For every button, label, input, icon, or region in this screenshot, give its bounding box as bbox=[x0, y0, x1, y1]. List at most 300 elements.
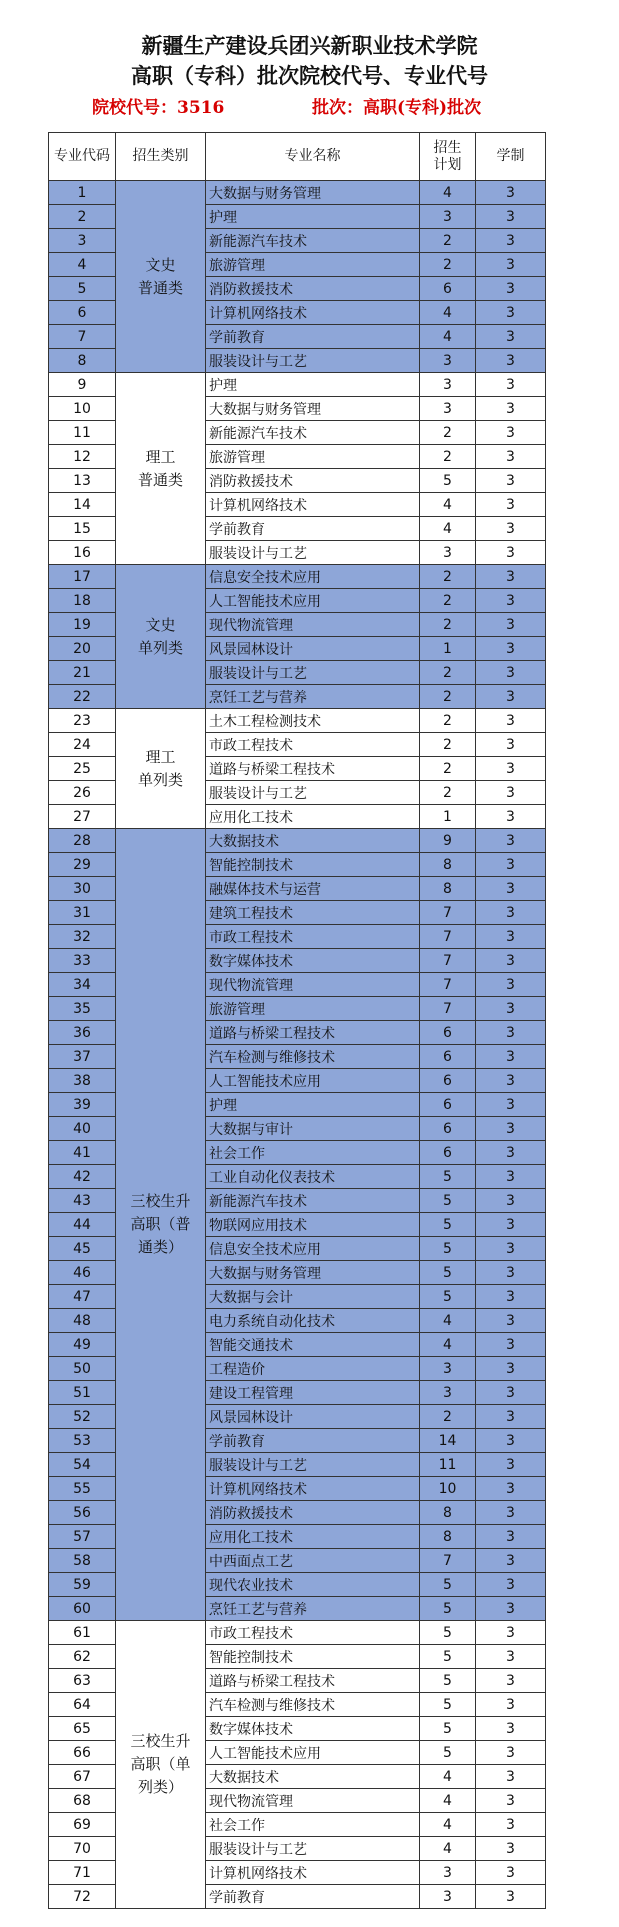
major-code: 62 bbox=[49, 1645, 116, 1669]
major-name: 学前教育 bbox=[206, 1885, 420, 1909]
major-code: 51 bbox=[49, 1381, 116, 1405]
header-major-name: 专业名称 bbox=[206, 133, 420, 181]
enrollment-plan: 3 bbox=[420, 1861, 476, 1885]
study-years: 3 bbox=[476, 997, 546, 1021]
major-name: 智能交通技术 bbox=[206, 1333, 420, 1357]
enrollment-plan: 5 bbox=[420, 1597, 476, 1621]
enrollment-plan: 2 bbox=[420, 565, 476, 589]
enrollment-plan: 6 bbox=[420, 1045, 476, 1069]
major-code: 3 bbox=[49, 229, 116, 253]
enrollment-plan: 6 bbox=[420, 277, 476, 301]
study-years: 3 bbox=[476, 421, 546, 445]
major-code: 11 bbox=[49, 421, 116, 445]
major-code: 31 bbox=[49, 901, 116, 925]
page-subtitle: 高职（专科）批次院校代号、专业代号 bbox=[131, 63, 488, 88]
major-code: 60 bbox=[49, 1597, 116, 1621]
enrollment-plan: 4 bbox=[420, 1333, 476, 1357]
major-code: 53 bbox=[49, 1429, 116, 1453]
major-code: 26 bbox=[49, 781, 116, 805]
major-name: 建设工程管理 bbox=[206, 1381, 420, 1405]
major-code: 48 bbox=[49, 1309, 116, 1333]
study-years: 3 bbox=[476, 1573, 546, 1597]
study-years: 3 bbox=[476, 1597, 546, 1621]
major-name: 旅游管理 bbox=[206, 445, 420, 469]
enrollment-plan: 6 bbox=[420, 1093, 476, 1117]
major-name: 旅游管理 bbox=[206, 997, 420, 1021]
major-code: 14 bbox=[49, 493, 116, 517]
enrollment-plan: 1 bbox=[420, 637, 476, 661]
enrollment-plan: 4 bbox=[420, 493, 476, 517]
enrollment-plan: 4 bbox=[420, 181, 476, 205]
major-name: 现代物流管理 bbox=[206, 973, 420, 997]
major-code: 33 bbox=[49, 949, 116, 973]
study-years: 3 bbox=[476, 1549, 546, 1573]
major-code: 29 bbox=[49, 853, 116, 877]
header-category: 招生类别 bbox=[116, 133, 206, 181]
major-code: 52 bbox=[49, 1405, 116, 1429]
major-name: 道路与桥梁工程技术 bbox=[206, 1669, 420, 1693]
major-code: 43 bbox=[49, 1189, 116, 1213]
study-years: 3 bbox=[476, 805, 546, 829]
enrollment-plan: 3 bbox=[420, 541, 476, 565]
major-code: 8 bbox=[49, 349, 116, 373]
study-years: 3 bbox=[476, 517, 546, 541]
category-cell: 理工 单列类 bbox=[116, 709, 206, 829]
enrollment-plan: 6 bbox=[420, 1141, 476, 1165]
study-years: 3 bbox=[476, 709, 546, 733]
major-code: 27 bbox=[49, 805, 116, 829]
enrollment-plan: 2 bbox=[420, 781, 476, 805]
major-code: 35 bbox=[49, 997, 116, 1021]
major-code: 58 bbox=[49, 1549, 116, 1573]
major-name: 工程造价 bbox=[206, 1357, 420, 1381]
study-years: 3 bbox=[476, 1141, 546, 1165]
study-years: 3 bbox=[476, 1885, 546, 1909]
major-name: 工业自动化仪表技术 bbox=[206, 1165, 420, 1189]
major-code: 70 bbox=[49, 1837, 116, 1861]
enrollment-plan: 2 bbox=[420, 661, 476, 685]
major-code: 54 bbox=[49, 1453, 116, 1477]
enrollment-plan: 4 bbox=[420, 517, 476, 541]
major-code: 71 bbox=[49, 1861, 116, 1885]
enrollment-plan: 5 bbox=[420, 1261, 476, 1285]
study-years: 3 bbox=[476, 277, 546, 301]
study-years: 3 bbox=[476, 493, 546, 517]
enrollment-plan: 4 bbox=[420, 301, 476, 325]
enrollment-plan: 3 bbox=[420, 1885, 476, 1909]
major-name: 应用化工技术 bbox=[206, 805, 420, 829]
major-name: 护理 bbox=[206, 1093, 420, 1117]
study-years: 3 bbox=[476, 733, 546, 757]
major-code: 38 bbox=[49, 1069, 116, 1093]
major-name: 大数据与审计 bbox=[206, 1117, 420, 1141]
major-name: 人工智能技术应用 bbox=[206, 1741, 420, 1765]
major-code: 66 bbox=[49, 1741, 116, 1765]
enrollment-plan: 5 bbox=[420, 1165, 476, 1189]
table-row bbox=[49, 709, 546, 733]
enrollment-plan: 8 bbox=[420, 853, 476, 877]
major-code: 46 bbox=[49, 1261, 116, 1285]
study-years: 3 bbox=[476, 253, 546, 277]
enrollment-plan: 3 bbox=[420, 1357, 476, 1381]
major-code: 1 bbox=[49, 181, 116, 205]
major-name: 消防救援技术 bbox=[206, 1501, 420, 1525]
major-code: 10 bbox=[49, 397, 116, 421]
enrollment-plan: 6 bbox=[420, 1069, 476, 1093]
study-years: 3 bbox=[476, 589, 546, 613]
enrollment-plan: 5 bbox=[420, 1285, 476, 1309]
major-name: 中西面点工艺 bbox=[206, 1549, 420, 1573]
major-code: 57 bbox=[49, 1525, 116, 1549]
major-code: 72 bbox=[49, 1885, 116, 1909]
major-name: 大数据技术 bbox=[206, 1765, 420, 1789]
major-name: 服装设计与工艺 bbox=[206, 1837, 420, 1861]
study-years: 3 bbox=[476, 877, 546, 901]
major-name: 消防救援技术 bbox=[206, 469, 420, 493]
enrollment-plan: 4 bbox=[420, 1789, 476, 1813]
study-years: 3 bbox=[476, 1621, 546, 1645]
major-name: 大数据与财务管理 bbox=[206, 181, 420, 205]
study-years: 3 bbox=[476, 1093, 546, 1117]
study-years: 3 bbox=[476, 1837, 546, 1861]
enrollment-plan: 5 bbox=[420, 1741, 476, 1765]
major-name: 学前教育 bbox=[206, 1429, 420, 1453]
study-years: 3 bbox=[476, 685, 546, 709]
major-name: 道路与桥梁工程技术 bbox=[206, 1021, 420, 1045]
major-code: 39 bbox=[49, 1093, 116, 1117]
enrollment-plan: 7 bbox=[420, 925, 476, 949]
major-code: 69 bbox=[49, 1813, 116, 1837]
table-header-row bbox=[49, 133, 546, 181]
major-name: 旅游管理 bbox=[206, 253, 420, 277]
enrollment-plan: 5 bbox=[420, 1237, 476, 1261]
major-name: 新能源汽车技术 bbox=[206, 421, 420, 445]
enrollment-plan: 2 bbox=[420, 685, 476, 709]
study-years: 3 bbox=[476, 565, 546, 589]
study-years: 3 bbox=[476, 1717, 546, 1741]
major-code: 5 bbox=[49, 277, 116, 301]
major-name: 智能控制技术 bbox=[206, 853, 420, 877]
major-name: 服装设计与工艺 bbox=[206, 781, 420, 805]
study-years: 3 bbox=[476, 1477, 546, 1501]
major-name: 现代物流管理 bbox=[206, 613, 420, 637]
study-years: 3 bbox=[476, 1669, 546, 1693]
major-name: 学前教育 bbox=[206, 325, 420, 349]
study-years: 3 bbox=[476, 949, 546, 973]
study-years: 3 bbox=[476, 541, 546, 565]
major-code: 13 bbox=[49, 469, 116, 493]
major-code: 12 bbox=[49, 445, 116, 469]
study-years: 3 bbox=[476, 301, 546, 325]
major-name: 护理 bbox=[206, 205, 420, 229]
major-code: 23 bbox=[49, 709, 116, 733]
study-years: 3 bbox=[476, 325, 546, 349]
enrollment-plan: 2 bbox=[420, 253, 476, 277]
major-code: 42 bbox=[49, 1165, 116, 1189]
study-years: 3 bbox=[476, 637, 546, 661]
study-years: 3 bbox=[476, 1861, 546, 1885]
major-name: 服装设计与工艺 bbox=[206, 541, 420, 565]
major-name: 建筑工程技术 bbox=[206, 901, 420, 925]
major-code: 17 bbox=[49, 565, 116, 589]
study-years: 3 bbox=[476, 661, 546, 685]
enrollment-plan: 8 bbox=[420, 1525, 476, 1549]
major-code: 30 bbox=[49, 877, 116, 901]
major-name: 服装设计与工艺 bbox=[206, 1453, 420, 1477]
enrollment-plan: 2 bbox=[420, 709, 476, 733]
major-code: 2 bbox=[49, 205, 116, 229]
major-name: 人工智能技术应用 bbox=[206, 1069, 420, 1093]
study-years: 3 bbox=[476, 853, 546, 877]
table-row bbox=[49, 181, 546, 205]
category-cell: 文史 单列类 bbox=[116, 565, 206, 709]
enrollment-plan: 3 bbox=[420, 349, 476, 373]
study-years: 3 bbox=[476, 1381, 546, 1405]
major-code: 68 bbox=[49, 1789, 116, 1813]
study-years: 3 bbox=[476, 1765, 546, 1789]
enrollment-plan: 2 bbox=[420, 613, 476, 637]
major-name: 社会工作 bbox=[206, 1141, 420, 1165]
major-code: 16 bbox=[49, 541, 116, 565]
study-years: 3 bbox=[476, 445, 546, 469]
enrollment-plan: 2 bbox=[420, 757, 476, 781]
major-code: 40 bbox=[49, 1117, 116, 1141]
study-years: 3 bbox=[476, 373, 546, 397]
major-code: 19 bbox=[49, 613, 116, 637]
enrollment-plan: 3 bbox=[420, 373, 476, 397]
major-name: 智能控制技术 bbox=[206, 1645, 420, 1669]
major-code: 65 bbox=[49, 1717, 116, 1741]
major-code: 61 bbox=[49, 1621, 116, 1645]
major-code: 28 bbox=[49, 829, 116, 853]
major-code: 36 bbox=[49, 1021, 116, 1045]
major-code: 56 bbox=[49, 1501, 116, 1525]
major-code: 4 bbox=[49, 253, 116, 277]
major-code: 67 bbox=[49, 1765, 116, 1789]
study-years: 3 bbox=[476, 1813, 546, 1837]
enrollment-plan: 5 bbox=[420, 1717, 476, 1741]
major-name: 服装设计与工艺 bbox=[206, 349, 420, 373]
enrollment-plan: 7 bbox=[420, 997, 476, 1021]
major-name: 汽车检测与维修技术 bbox=[206, 1045, 420, 1069]
major-name: 电力系统自动化技术 bbox=[206, 1309, 420, 1333]
enrollment-plan: 4 bbox=[420, 325, 476, 349]
major-code: 50 bbox=[49, 1357, 116, 1381]
enrollment-plan: 8 bbox=[420, 877, 476, 901]
major-name: 风景园林设计 bbox=[206, 637, 420, 661]
major-name: 市政工程技术 bbox=[206, 1621, 420, 1645]
major-code: 47 bbox=[49, 1285, 116, 1309]
study-years: 3 bbox=[476, 1741, 546, 1765]
major-name: 新能源汽车技术 bbox=[206, 229, 420, 253]
major-name: 大数据技术 bbox=[206, 829, 420, 853]
page-title: 新疆生产建设兵团兴新职业技术学院 bbox=[141, 33, 478, 58]
enrollment-plan: 5 bbox=[420, 1645, 476, 1669]
enrollment-plan: 2 bbox=[420, 733, 476, 757]
study-years: 3 bbox=[476, 1213, 546, 1237]
major-code: 22 bbox=[49, 685, 116, 709]
study-years: 3 bbox=[476, 1021, 546, 1045]
category-cell: 文史 普通类 bbox=[116, 181, 206, 373]
study-years: 3 bbox=[476, 1405, 546, 1429]
study-years: 3 bbox=[476, 829, 546, 853]
major-code: 64 bbox=[49, 1693, 116, 1717]
study-years: 3 bbox=[476, 901, 546, 925]
major-name: 数字媒体技术 bbox=[206, 949, 420, 973]
study-years: 3 bbox=[476, 613, 546, 637]
enrollment-plan: 7 bbox=[420, 1549, 476, 1573]
study-years: 3 bbox=[476, 469, 546, 493]
major-name: 消防救援技术 bbox=[206, 277, 420, 301]
table-row bbox=[49, 829, 546, 853]
enrollment-plan: 9 bbox=[420, 829, 476, 853]
category-cell: 三校生升 高职（普 通类） bbox=[116, 829, 206, 1621]
study-years: 3 bbox=[476, 1117, 546, 1141]
study-years: 3 bbox=[476, 1501, 546, 1525]
major-code: 21 bbox=[49, 661, 116, 685]
major-name: 信息安全技术应用 bbox=[206, 1237, 420, 1261]
study-years: 3 bbox=[476, 973, 546, 997]
table-body bbox=[49, 181, 546, 1909]
enrollment-plan: 5 bbox=[420, 1213, 476, 1237]
study-years: 3 bbox=[476, 1261, 546, 1285]
major-name: 护理 bbox=[206, 373, 420, 397]
major-name: 新能源汽车技术 bbox=[206, 1189, 420, 1213]
major-name: 物联网应用技术 bbox=[206, 1213, 420, 1237]
major-name: 学前教育 bbox=[206, 517, 420, 541]
enrollment-plan: 4 bbox=[420, 1765, 476, 1789]
enrollment-plan: 14 bbox=[420, 1429, 476, 1453]
major-name: 现代物流管理 bbox=[206, 1789, 420, 1813]
enrollment-plan: 2 bbox=[420, 445, 476, 469]
enrollment-plan: 7 bbox=[420, 973, 476, 997]
study-years: 3 bbox=[476, 1693, 546, 1717]
header-code: 专业代码 bbox=[49, 133, 116, 181]
major-name: 大数据与财务管理 bbox=[206, 397, 420, 421]
major-name: 计算机网络技术 bbox=[206, 1477, 420, 1501]
major-code: 9 bbox=[49, 373, 116, 397]
major-name: 计算机网络技术 bbox=[206, 493, 420, 517]
major-code: 45 bbox=[49, 1237, 116, 1261]
study-years: 3 bbox=[476, 1285, 546, 1309]
study-years: 3 bbox=[476, 1645, 546, 1669]
enrollment-plan: 10 bbox=[420, 1477, 476, 1501]
major-name: 市政工程技术 bbox=[206, 733, 420, 757]
major-name: 人工智能技术应用 bbox=[206, 589, 420, 613]
enrollment-plan: 2 bbox=[420, 229, 476, 253]
major-code: 59 bbox=[49, 1573, 116, 1597]
enrollment-plan: 4 bbox=[420, 1813, 476, 1837]
enrollment-plan: 3 bbox=[420, 1381, 476, 1405]
study-years: 3 bbox=[476, 925, 546, 949]
study-years: 3 bbox=[476, 181, 546, 205]
table-row bbox=[49, 1621, 546, 1645]
study-years: 3 bbox=[476, 205, 546, 229]
study-years: 3 bbox=[476, 1789, 546, 1813]
study-years: 3 bbox=[476, 781, 546, 805]
major-name: 大数据与会计 bbox=[206, 1285, 420, 1309]
major-name: 计算机网络技术 bbox=[206, 301, 420, 325]
study-years: 3 bbox=[476, 1069, 546, 1093]
study-years: 3 bbox=[476, 1189, 546, 1213]
enrollment-plan: 2 bbox=[420, 421, 476, 445]
major-code: 24 bbox=[49, 733, 116, 757]
major-code: 34 bbox=[49, 973, 116, 997]
major-code: 20 bbox=[49, 637, 116, 661]
major-name: 市政工程技术 bbox=[206, 925, 420, 949]
enrollment-plan: 5 bbox=[420, 1573, 476, 1597]
enrollment-plan: 7 bbox=[420, 949, 476, 973]
major-code-table bbox=[48, 132, 546, 1909]
header-plan: 招生 计划 bbox=[420, 133, 476, 181]
enrollment-plan: 5 bbox=[420, 1189, 476, 1213]
major-name: 应用化工技术 bbox=[206, 1525, 420, 1549]
study-years: 3 bbox=[476, 757, 546, 781]
enrollment-plan: 3 bbox=[420, 205, 476, 229]
study-years: 3 bbox=[476, 1333, 546, 1357]
major-code: 49 bbox=[49, 1333, 116, 1357]
batch-label: 批次：高职(专科)批次 bbox=[312, 98, 482, 118]
major-code: 41 bbox=[49, 1141, 116, 1165]
category-cell: 三校生升 高职（单 列类） bbox=[116, 1621, 206, 1909]
major-name: 烹饪工艺与营养 bbox=[206, 1597, 420, 1621]
enrollment-plan: 7 bbox=[420, 901, 476, 925]
enrollment-plan: 2 bbox=[420, 589, 476, 613]
study-years: 3 bbox=[476, 1429, 546, 1453]
enrollment-plan: 4 bbox=[420, 1837, 476, 1861]
major-code: 6 bbox=[49, 301, 116, 325]
enrollment-plan: 3 bbox=[420, 397, 476, 421]
study-years: 3 bbox=[476, 1237, 546, 1261]
enrollment-plan: 4 bbox=[420, 1309, 476, 1333]
major-name: 社会工作 bbox=[206, 1813, 420, 1837]
major-name: 大数据与财务管理 bbox=[206, 1261, 420, 1285]
enrollment-plan: 5 bbox=[420, 469, 476, 493]
major-code: 44 bbox=[49, 1213, 116, 1237]
major-name: 融媒体技术与运营 bbox=[206, 877, 420, 901]
enrollment-plan: 8 bbox=[420, 1501, 476, 1525]
major-code: 15 bbox=[49, 517, 116, 541]
study-years: 3 bbox=[476, 1309, 546, 1333]
major-code: 37 bbox=[49, 1045, 116, 1069]
header-years: 学制 bbox=[476, 133, 546, 181]
major-code: 18 bbox=[49, 589, 116, 613]
table-row bbox=[49, 373, 546, 397]
study-years: 3 bbox=[476, 397, 546, 421]
major-name: 汽车检测与维修技术 bbox=[206, 1693, 420, 1717]
major-name: 计算机网络技术 bbox=[206, 1861, 420, 1885]
study-years: 3 bbox=[476, 229, 546, 253]
enrollment-plan: 6 bbox=[420, 1021, 476, 1045]
enrollment-plan: 1 bbox=[420, 805, 476, 829]
school-code: 院校代号：3516 bbox=[92, 98, 225, 118]
enrollment-plan: 5 bbox=[420, 1669, 476, 1693]
major-name: 信息安全技术应用 bbox=[206, 565, 420, 589]
enrollment-plan: 11 bbox=[420, 1453, 476, 1477]
major-name: 道路与桥梁工程技术 bbox=[206, 757, 420, 781]
study-years: 3 bbox=[476, 1525, 546, 1549]
major-name: 风景园林设计 bbox=[206, 1405, 420, 1429]
major-name: 现代农业技术 bbox=[206, 1573, 420, 1597]
major-name: 数字媒体技术 bbox=[206, 1717, 420, 1741]
major-name: 服装设计与工艺 bbox=[206, 661, 420, 685]
study-years: 3 bbox=[476, 1165, 546, 1189]
study-years: 3 bbox=[476, 349, 546, 373]
major-code: 55 bbox=[49, 1477, 116, 1501]
major-code: 63 bbox=[49, 1669, 116, 1693]
enrollment-plan: 5 bbox=[420, 1621, 476, 1645]
study-years: 3 bbox=[476, 1357, 546, 1381]
